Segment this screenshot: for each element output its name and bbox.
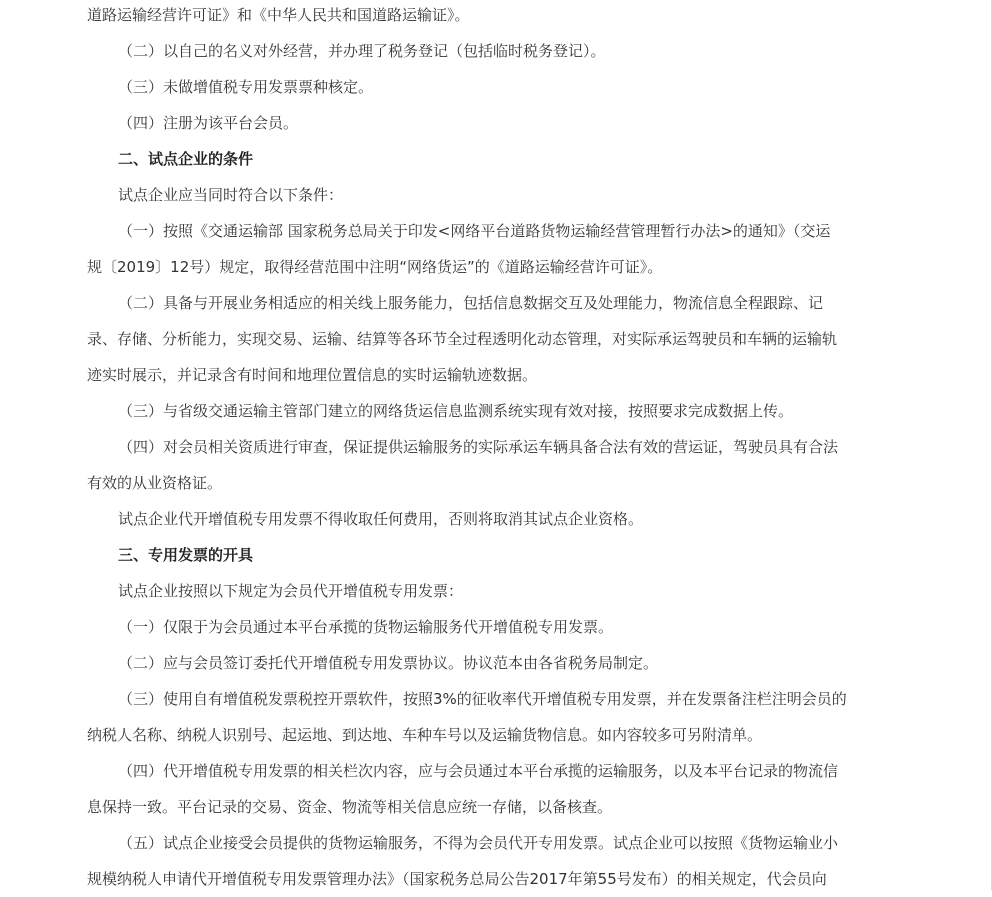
paragraph-line: （三）使用自有增值税发票税控开票软件，按照3%的征收率代开增值税专用发票，并在发票备注栏注明会员的 xyxy=(118,690,847,708)
paragraph-line: 试点企业代开增值税专用发票不得收取任何费用，否则将取消其试点企业资格。 xyxy=(118,510,644,528)
paragraph-line: （四）注册为该平台会员。 xyxy=(118,114,299,132)
section-heading: 三、专用发票的开具 xyxy=(118,546,254,564)
paragraph-line: 有效的从业资格证。 xyxy=(87,474,223,492)
paragraph-line: 规模纳税人申请代开增值税专用发票管理办法》（国家税务总局公告2017年第55号发布）的相关规定，代会员向 xyxy=(87,870,827,888)
paragraph-line: 迹实时展示，并记录含有时间和地理位置信息的实时运输轨迹数据。 xyxy=(87,366,538,384)
paragraph-line: 规〔2019〕12号）规定，取得经营范围中注明“网络货运”的《道路运输经营许可证》。 xyxy=(87,258,663,276)
paragraph-line: （二）具备与开展业务相适应的相关线上服务能力，包括信息数据交互及处理能力，物流信息全程跟踪、记 xyxy=(118,294,824,312)
paragraph-line: （二）以自己的名义对外经营，并办理了税务登记（包括临时税务登记）。 xyxy=(118,42,606,60)
document-body xyxy=(87,0,897,897)
paragraph-line: （三）与省级交通运输主管部门建立的网络货运信息监测系统实现有效对接，按照要求完成数据上传。 xyxy=(118,402,794,420)
paragraph-line: 息保持一致。平台记录的交易、资金、物流等相关信息应统一存储，以备核查。 xyxy=(87,798,613,816)
paragraph-line: 试点企业按照以下规定为会员代开增值税专用发票： xyxy=(118,582,464,600)
paragraph-line: （一）仅限于为会员通过本平台承揽的货物运输服务代开增值税专用发票。 xyxy=(118,618,614,636)
paragraph-line: （四）代开增值税专用发票的相关栏次内容，应与会员通过本平台承揽的运输服务，以及本平台记录的物流信 xyxy=(118,762,839,780)
paragraph-line: 试点企业应当同时符合以下条件： xyxy=(118,186,344,204)
paragraph-line: 纳税人名称、纳税人识别号、起运地、到达地、车种车号以及运输货物信息。如内容较多可另附清单。 xyxy=(87,726,763,744)
paragraph-line: （四）对会员相关资质进行审查，保证提供运输服务的实际承运车辆具备合法有效的营运证，驾驶员具有合法 xyxy=(118,438,839,456)
section-heading: 二、试点企业的条件 xyxy=(118,150,254,168)
paragraph-line: 道路运输经营许可证》和《中华人民共和国道路运输证》。 xyxy=(87,6,470,24)
paragraph-line: （三）未做增值税专用发票票种核定。 xyxy=(118,78,374,96)
paragraph-line: （五）试点企业接受会员提供的货物运输服务，不得为会员代开专用发票。试点企业可以按照《货物运输业小 xyxy=(118,834,839,852)
paragraph-line: （一）按照《交通运输部 国家税务总局关于印发<网络平台道路货物运输经营管理暂行办法>的通知》（交运 xyxy=(118,222,831,240)
paragraph-line: 录、存储、分析能力，实现交易、运输、结算等各环节全过程透明化动态管理，对实际承运驾驶员和车辆的运输轨 xyxy=(87,330,838,348)
paragraph-line: （二）应与会员签订委托代开增值税专用发票协议。协议范本由各省税务局制定。 xyxy=(118,654,659,672)
